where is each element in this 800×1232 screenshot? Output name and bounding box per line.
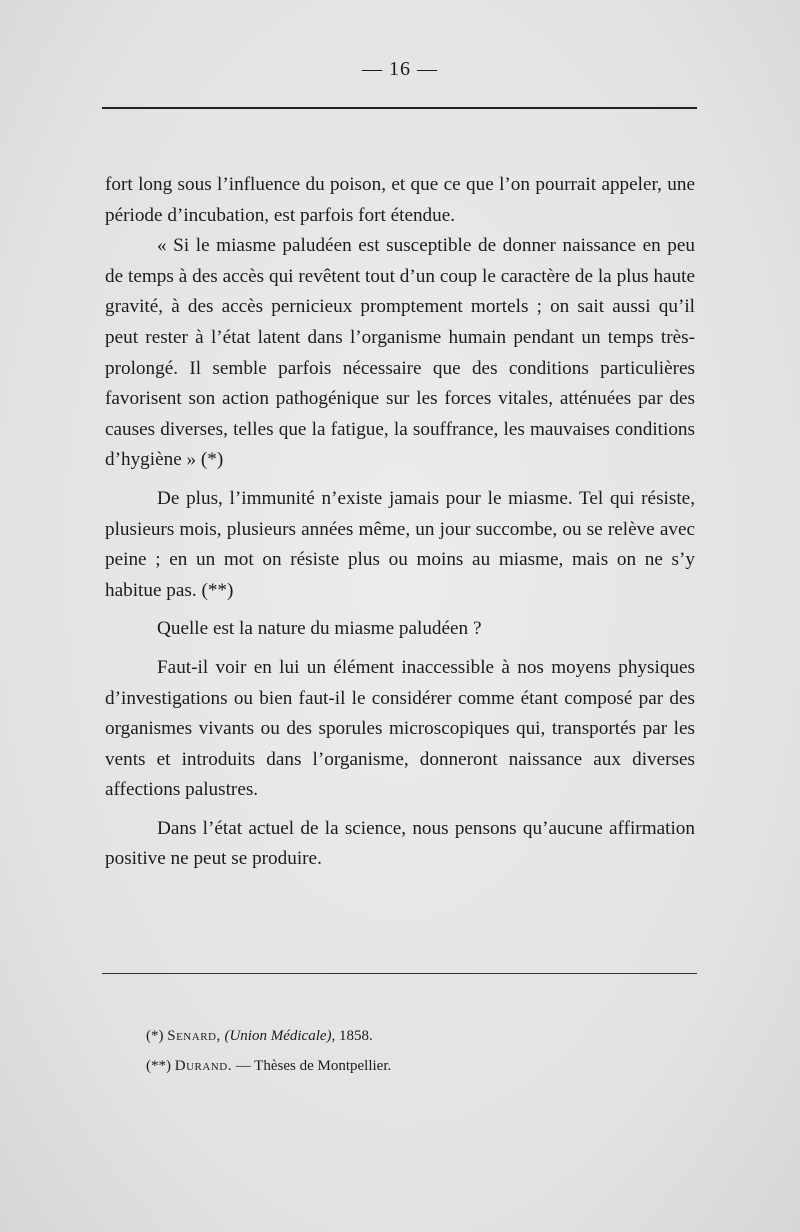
- paragraph-6: Dans l’état actuel de la science, nous pensons qu’aucune affirmation positive ne peut se produire.: [105, 817, 695, 870]
- paragraph-5: Faut-il voir en lui un élément inaccessible à nos moyens physiques d’investigations ou bien faut-il le considérer comme étant composé par des organismes vivants ou des sporules microscopiques qui, transportés par les vents et introduits dans l’organisme, donneront naissance aux diverses affections palustres.: [105, 656, 695, 801]
- paragraph-2: « Si le miasme paludéen est susceptible de donner naissance en peu de temps à des accès qui revêtent tout d’un coup le caractère de la plus haute gravité, à des accès pernicieux promptement mortels ; on sait aussi qu’il peut rester à l’état latent dans l’organisme humain pendant un temps très-prolongé. Il semble parfois nécessaire que des conditions particulières favorisent son action pathogénique sur les forces vitales, atténuées par des causes diverses, telles que la fatigue, la souffrance, les mauvaises conditions d’hygiène » (*): [105, 235, 695, 471]
- footnote-2: [146, 1051, 686, 1081]
- footnote-author: Senard,: [167, 1028, 221, 1044]
- footnote-1: [146, 1021, 686, 1051]
- footnote-detail: 1858.: [339, 1028, 373, 1044]
- paragraph-4: Quelle est la nature du miasme paludéen ?: [157, 618, 482, 640]
- page-number: — 16 —: [362, 58, 438, 80]
- footnote-rule: [102, 973, 697, 974]
- footnote-marker: (*): [146, 1028, 164, 1044]
- footnote-detail: — Thèses de Montpellier.: [235, 1058, 392, 1074]
- paragraph-1: fort long sous l’influence du poison, et que ce que l’on pourrait appeler, une période d’incubation, est parfois fort étendue.: [105, 174, 695, 226]
- footnotes: [146, 1021, 686, 1081]
- footnote-marker: (**): [146, 1058, 171, 1074]
- footnote-source: (Union Médicale),: [224, 1028, 336, 1044]
- body-text: [105, 170, 695, 875]
- header-rule: [102, 107, 697, 109]
- paragraph-3: De plus, l’immunité n’existe jamais pour le miasme. Tel qui résiste, plusieurs mois, plusieurs années même, un jour succombe, ou se relève avec peine ; en un mot on résiste plus ou moins au miasme, mais on ne s’y habitue pas. (**): [105, 487, 695, 601]
- footnote-author: Durand.: [174, 1058, 232, 1074]
